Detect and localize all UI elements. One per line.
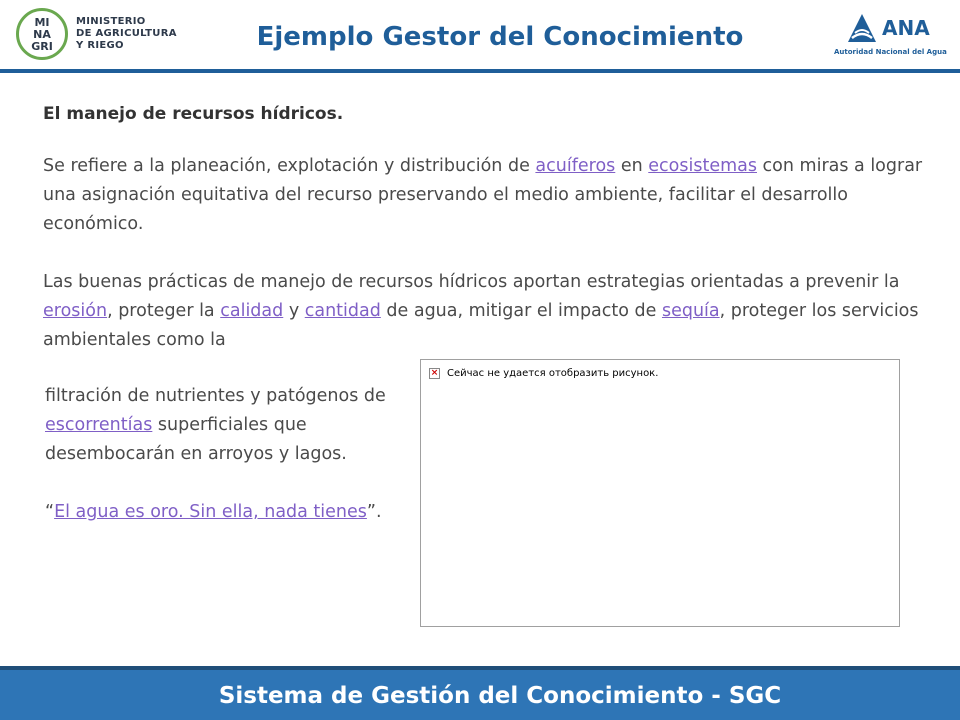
text-span: Las buenas prácticas de manejo de recursos hídricos aportan estrategias orientadas a prevenir la bbox=[43, 272, 900, 292]
link-acuiferos[interactable]: acuíferos bbox=[535, 156, 616, 176]
text-span: en bbox=[615, 156, 649, 176]
paragraph-definition bbox=[43, 152, 923, 239]
ana-logo bbox=[830, 8, 955, 64]
quote-open-mark: “ bbox=[45, 502, 55, 522]
ana-subtitle: Autoridad Nacional del Agua bbox=[834, 48, 947, 56]
link-quote[interactable]: El agua es oro. Sin ella, nada tienes bbox=[54, 502, 367, 522]
ministry-emblem-line: MI bbox=[34, 16, 50, 29]
link-sequia[interactable]: sequía bbox=[661, 301, 720, 321]
section-heading: El manejo de recursos hídricos. bbox=[43, 104, 344, 124]
ministry-name-line: MINISTERIO bbox=[76, 16, 146, 27]
continuation-text bbox=[45, 382, 405, 469]
header-divider bbox=[0, 69, 960, 73]
header-bar bbox=[0, 0, 960, 72]
link-erosion[interactable]: erosión bbox=[43, 301, 108, 321]
text-span: superficiales que desembocarán en arroyos y lagos. bbox=[45, 415, 347, 464]
link-calidad[interactable]: calidad bbox=[220, 301, 284, 321]
paragraph-practices bbox=[43, 268, 923, 355]
quote bbox=[45, 498, 405, 527]
ministry-emblem-line: GRI bbox=[31, 40, 53, 53]
ministry-name-line: Y RIEGO bbox=[76, 40, 124, 51]
quote-close-mark: ”. bbox=[366, 502, 382, 522]
paragraph-continuation bbox=[45, 382, 405, 527]
page-title: Ejemplo Gestor del Conocimiento bbox=[256, 22, 744, 52]
text-span: , proteger la bbox=[107, 301, 221, 321]
text-span: Se refiere a la planeación, explotación y distribución de bbox=[43, 156, 536, 176]
ana-name: ANA bbox=[882, 16, 930, 40]
ministry-emblem-line: NA bbox=[33, 28, 51, 41]
link-escorrentias[interactable]: escorrentías bbox=[45, 415, 153, 435]
link-ecosistemas[interactable]: ecosistemas bbox=[648, 156, 757, 176]
text-span: , proteger los servicios ambientales como la bbox=[43, 301, 919, 350]
ministry-name-line: DE AGRICULTURA bbox=[76, 28, 177, 39]
ana-drop-icon bbox=[844, 12, 880, 44]
link-cantidad[interactable]: cantidad bbox=[304, 301, 381, 321]
footer-title: Sistema de Gestión del Conocimiento - SGC bbox=[218, 683, 782, 709]
text-span: con miras a lograr una asignación equitativa del recurso preservando el medio ambiente, facilitar el desarrollo económico. bbox=[43, 156, 923, 234]
broken-image-placeholder bbox=[420, 359, 900, 627]
text-span: de agua, mitigar el impacto de bbox=[380, 301, 662, 321]
text-span: filtración de nutrientes y patógenos de bbox=[45, 386, 386, 406]
broken-image-icon: × bbox=[430, 368, 439, 378]
footer-bar bbox=[0, 666, 960, 720]
text-span: y bbox=[283, 301, 305, 321]
broken-image-message: Сейчас не удается отобразить рисунок. bbox=[447, 368, 659, 379]
